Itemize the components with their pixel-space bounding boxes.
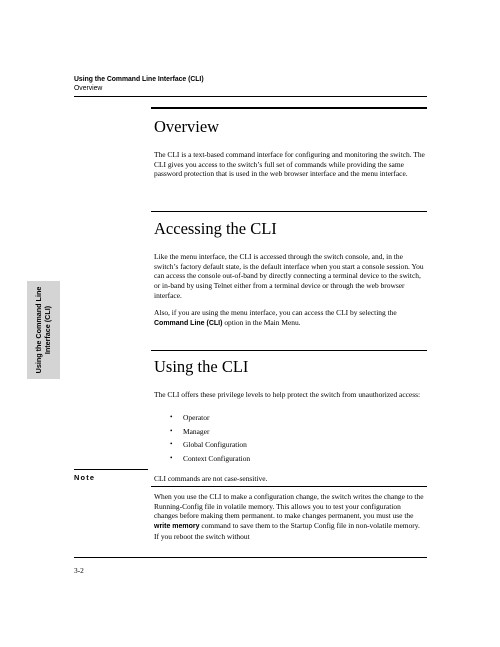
accessing-p2-text-before: Also, if you are using the menu interface, you can access the CLI by selecting the <box>154 308 397 317</box>
note-underline <box>151 486 427 487</box>
footer-rule <box>74 557 427 558</box>
accessing-p2-text-after: option in the Main Menu. <box>222 317 301 327</box>
running-head-subtitle: Overview <box>74 83 103 92</box>
bullet-icon: • <box>170 453 173 462</box>
header-rule <box>74 96 427 97</box>
side-tab-line-2: Interface (CLI) <box>43 305 52 355</box>
running-config-text-after: command to save them to the Startup Config file in non-volatile memory. If you reboot the switch without <box>154 521 420 541</box>
running-head-title: Using the Command Line Interface (CLI) <box>74 74 204 83</box>
note-label: Note <box>74 473 96 482</box>
note-rule <box>74 469 148 470</box>
chapter-side-tab-label <box>34 275 52 385</box>
overview-top-rule <box>151 107 427 109</box>
write-memory-command: write memory <box>154 523 200 531</box>
using-paragraph: The CLI offers these privilege levels to help protect the switch from unauthorized access: <box>154 390 421 399</box>
using-rule <box>151 350 427 351</box>
using-heading: Using the CLI <box>154 357 249 376</box>
accessing-paragraph-1: Like the menu interface, the CLI is accessed through the switch console, and, in the switch’s factory default state, is the default interface when you start a console session. You can access the console out-of-band by directly connecting a terminal device to the switch, or in-band by using Telnet either from a terminal device or through the web browser interface. <box>154 252 424 300</box>
running-config-paragraph <box>154 492 426 542</box>
accessing-rule <box>151 211 427 212</box>
list-item: • Manager <box>170 425 410 439</box>
note-text: CLI commands are not case-sensitive. <box>154 474 268 483</box>
overview-heading: Overview <box>154 117 220 136</box>
command-line-cli-option: Command Line (CLI) <box>154 319 223 327</box>
bullet-icon: • <box>170 413 173 421</box>
accessing-heading: Accessing the CLI <box>154 219 277 238</box>
overview-paragraph: The CLI is a text-based command interface for configuring and monitoring the switch. The CLI gives you access to the switch’s full set of commands while providing the same password protection that is used in the web browser interface and the menu interface. <box>154 150 425 179</box>
list-item: • Operator <box>170 411 410 425</box>
side-tab-line-1: Using the Command Line <box>34 286 43 374</box>
page-number: 3-2 <box>74 566 84 575</box>
accessing-paragraph-2 <box>154 308 426 328</box>
list-item: • Context Configuration <box>170 452 410 466</box>
bullet-icon: • <box>170 440 173 449</box>
running-head <box>74 74 215 92</box>
bullet-icon: • <box>170 426 173 435</box>
list-item: • Global Configuration <box>170 438 410 452</box>
running-config-text-before: When you use the CLI to make a configuration change, the switch writes the change to the Running-Config file in volatile memory. This allows you to test your configuration changes before making them permanent. to make changes permanent, you must use the <box>154 492 424 521</box>
privilege-levels-list <box>170 411 410 465</box>
